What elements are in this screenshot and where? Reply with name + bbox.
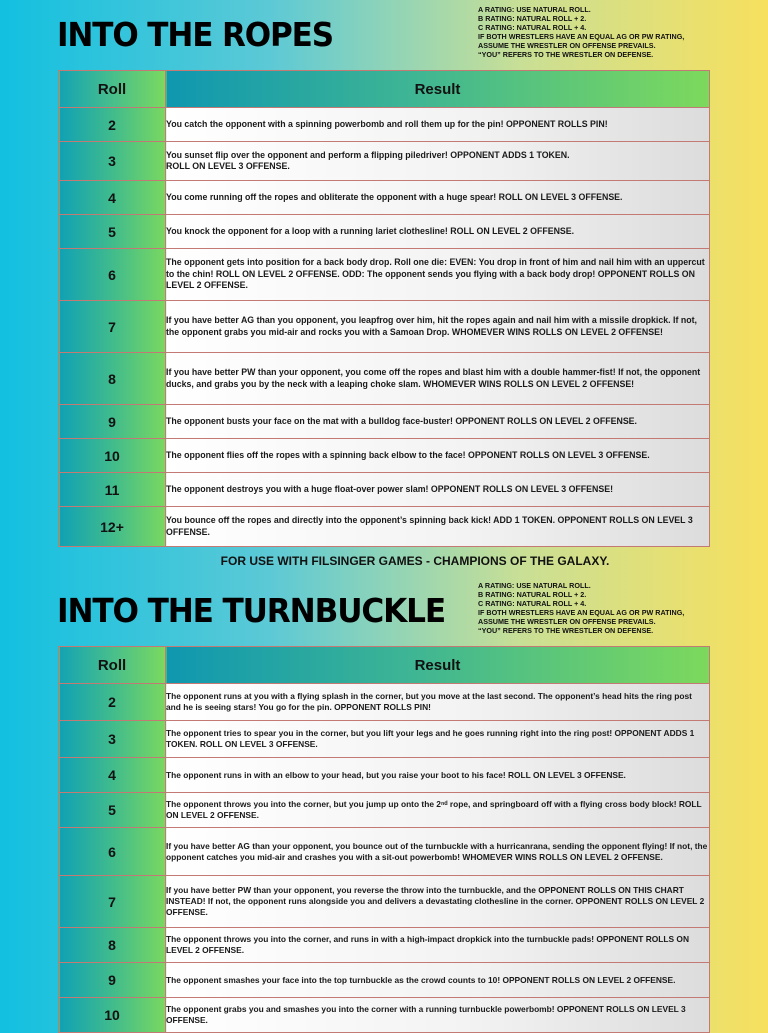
rule-line: IF BOTH WRESTLERS HAVE AN EQUAL AG OR PW RATING, (478, 608, 685, 617)
rule-line: C RATING: NATURAL ROLL + 4. (478, 599, 587, 608)
turnbuckle-table (58, 646, 710, 1033)
roll-value: 5 (59, 793, 166, 828)
result-text: The opponent throws you into the corner, but you jump up onto the 2ⁿᵈ rope, and springboard off with a flying cross body block! ROLL ON LEVEL 2 OFFENSE. (166, 793, 710, 828)
roll-value: 9 (59, 405, 166, 439)
result-text: The opponent grabs you and smashes you into the corner with a running turnbuckle powerbomb! OPPONENT ROLLS ON LEVEL 3 OFFENSE. (166, 998, 710, 1033)
roll-value: 10 (59, 439, 166, 473)
result-text: You catch the opponent with a spinning powerbomb and roll them up for the pin! OPPONENT ROLLS PIN! (166, 108, 710, 142)
result-text: The opponent gets into position for a back body drop. Roll one die: EVEN: You drop in front of him and nail him with an uppercut to the chin! ROLL ON LEVEL 2 OFFENSE. ODD: The opponent sends you flying with a back body drop! OPPONENT ROLLS ON LEVEL 2 OFFENSE. (166, 249, 710, 301)
ropes-rating-rules (478, 5, 738, 59)
roll-value: 8 (59, 928, 166, 963)
result-text: If you have better PW than your opponent, you reverse the throw into the turnbuckle, and the OPPONENT ROLLS ON THIS CHART INSTEAD! If not, the opponent runs alongside you and delivers a devastating clothesline in the corner. OPPONENT ROLLS ON LEVEL 2 OFFENSE. (166, 876, 710, 928)
rule-line: A RATING: USE NATURAL ROLL. (478, 581, 591, 590)
roll-value: 5 (59, 215, 166, 249)
result-text: If you have better PW than your opponent, you come off the ropes and blast him with a double hammer-fist! If not, the opponent ducks, and grabs you by the neck with a leaping choke slam. WHOMEVER WINS ROLLS ON LEVEL 2 OFFENSE! (166, 353, 710, 405)
roll-value: 9 (59, 963, 166, 998)
result-text: You knock the opponent for a loop with a running lariet clothesline! ROLL ON LEVEL 2 OFFENSE. (166, 215, 710, 249)
table-row (59, 353, 710, 405)
rule-line: “YOU” REFERS TO THE WRESTLER ON DEFENSE. (478, 50, 654, 59)
roll-value: 8 (59, 353, 166, 405)
roll-value: 7 (59, 876, 166, 928)
table-row (59, 963, 710, 998)
table-row (59, 301, 710, 353)
table-header-row (59, 647, 710, 684)
roll-value: 6 (59, 249, 166, 301)
result-text: You bounce off the ropes and directly into the opponent’s spinning back kick! ADD 1 TOKEN. OPPONENT ROLLS ON LEVEL 3 OFFENSE. (166, 507, 710, 547)
roll-header: Roll (59, 71, 166, 108)
result-text: The opponent busts your face on the mat with a bulldog face-buster! OPPONENT ROLLS ON LEVEL 2 OFFENSE. (166, 405, 710, 439)
result-text: If you have better AG than your opponent, you bounce out of the turnbuckle with a hurricanrana, sending the opponent flying! If not, the opponent catches you mid-air and crashes you with a sit-out powerbomb! WHOMEVER WINS ROLLS ON LEVEL 2 OFFENSE. (166, 828, 710, 876)
roll-value: 6 (59, 828, 166, 876)
rule-line: ASSUME THE WRESTLER ON OFFENSE PREVAILS. (478, 41, 656, 50)
roll-header: Roll (59, 647, 166, 684)
table-row (59, 249, 710, 301)
table-row (59, 108, 710, 142)
rule-line: B RATING: NATURAL ROLL + 2. (478, 14, 587, 23)
table-row (59, 721, 710, 758)
table-row (59, 473, 710, 507)
roll-value: 10 (59, 998, 166, 1033)
result-text: The opponent destroys you with a huge float-over power slam! OPPONENT ROLLS ON LEVEL 3 OFFENSE! (166, 473, 710, 507)
rule-line: B RATING: NATURAL ROLL + 2. (478, 590, 587, 599)
ropes-table (58, 70, 710, 547)
table-row (59, 405, 710, 439)
table-row (59, 142, 710, 181)
result-header: Result (166, 647, 710, 684)
result-text: You come running off the ropes and obliterate the opponent with a huge spear! ROLL ON LEVEL 3 OFFENSE. (166, 181, 710, 215)
table-row (59, 439, 710, 473)
roll-value: 4 (59, 181, 166, 215)
result-text: The opponent flies off the ropes with a spinning back elbow to the face! OPPONENT ROLLS ON LEVEL 3 OFFENSE. (166, 439, 710, 473)
table-row (59, 215, 710, 249)
ropes-title: INTO THE ROPES (57, 15, 333, 54)
table-row (59, 793, 710, 828)
roll-value: 3 (59, 721, 166, 758)
table-row (59, 828, 710, 876)
roll-value: 12+ (59, 507, 166, 547)
result-text: The opponent smashes your face into the top turnbuckle as the crowd counts to 10! OPPONENT ROLLS ON LEVEL 2 OFFENSE. (166, 963, 710, 998)
rule-line: IF BOTH WRESTLERS HAVE AN EQUAL AG OR PW RATING, (478, 32, 685, 41)
table-row (59, 876, 710, 928)
turnbuckle-rating-rules (478, 581, 738, 635)
table-row (59, 928, 710, 963)
result-header: Result (166, 71, 710, 108)
result-text: The opponent tries to spear you in the corner, but you lift your legs and he goes running right into the ring post! OPPONENT ADDS 1 TOKEN. ROLL ON LEVEL 3 OFFENSE. (166, 721, 710, 758)
table-row (59, 507, 710, 547)
table-header-row (59, 71, 710, 108)
roll-value: 11 (59, 473, 166, 507)
turnbuckle-title: INTO THE TURNBUCKLE (57, 591, 445, 630)
rule-line: C RATING: NATURAL ROLL + 4. (478, 23, 587, 32)
rule-line: ASSUME THE WRESTLER ON OFFENSE PREVAILS. (478, 617, 656, 626)
footer-note: FOR USE WITH FILSINGER GAMES - CHAMPIONS OF THE GALAXY. (220, 554, 610, 568)
rule-line: “YOU” REFERS TO THE WRESTLER ON DEFENSE. (478, 626, 654, 635)
rule-line: A RATING: USE NATURAL ROLL. (478, 5, 591, 14)
roll-value: 2 (59, 108, 166, 142)
result-text: The opponent throws you into the corner, and runs in with a high-impact dropkick into the turnbuckle pads! OPPONENT ROLLS ON LEVEL 2 OFFENSE. (166, 928, 710, 963)
table-row (59, 684, 710, 721)
roll-value: 4 (59, 758, 166, 793)
result-text: The opponent runs at you with a flying splash in the corner, but you move at the last second. The opponent’s head hits the ring post and he is seeing stars! You go for the pin. OPPONENT ROLLS PIN! (166, 684, 710, 721)
table-row (59, 758, 710, 793)
result-text: If you have better AG than you opponent, you leapfrog over him, hit the ropes again and nail him with a missile dropkick. If not, the opponent grabs you mid-air and rocks you with a Samoan Drop. WHOMEVER WINS ROLLS ON LEVEL 2 OFFENSE! (166, 301, 710, 353)
roll-value: 2 (59, 684, 166, 721)
roll-value: 7 (59, 301, 166, 353)
table-row (59, 181, 710, 215)
result-text: The opponent runs in with an elbow to your head, but you raise your boot to his face! ROLL ON LEVEL 3 OFFENSE. (166, 758, 710, 793)
table-row (59, 998, 710, 1033)
roll-value: 3 (59, 142, 166, 181)
result-text: You sunset flip over the opponent and perform a flipping piledriver! OPPONENT ADDS 1 TOKEN. ROLL ON LEVEL 3 OFFENSE. (166, 142, 710, 181)
